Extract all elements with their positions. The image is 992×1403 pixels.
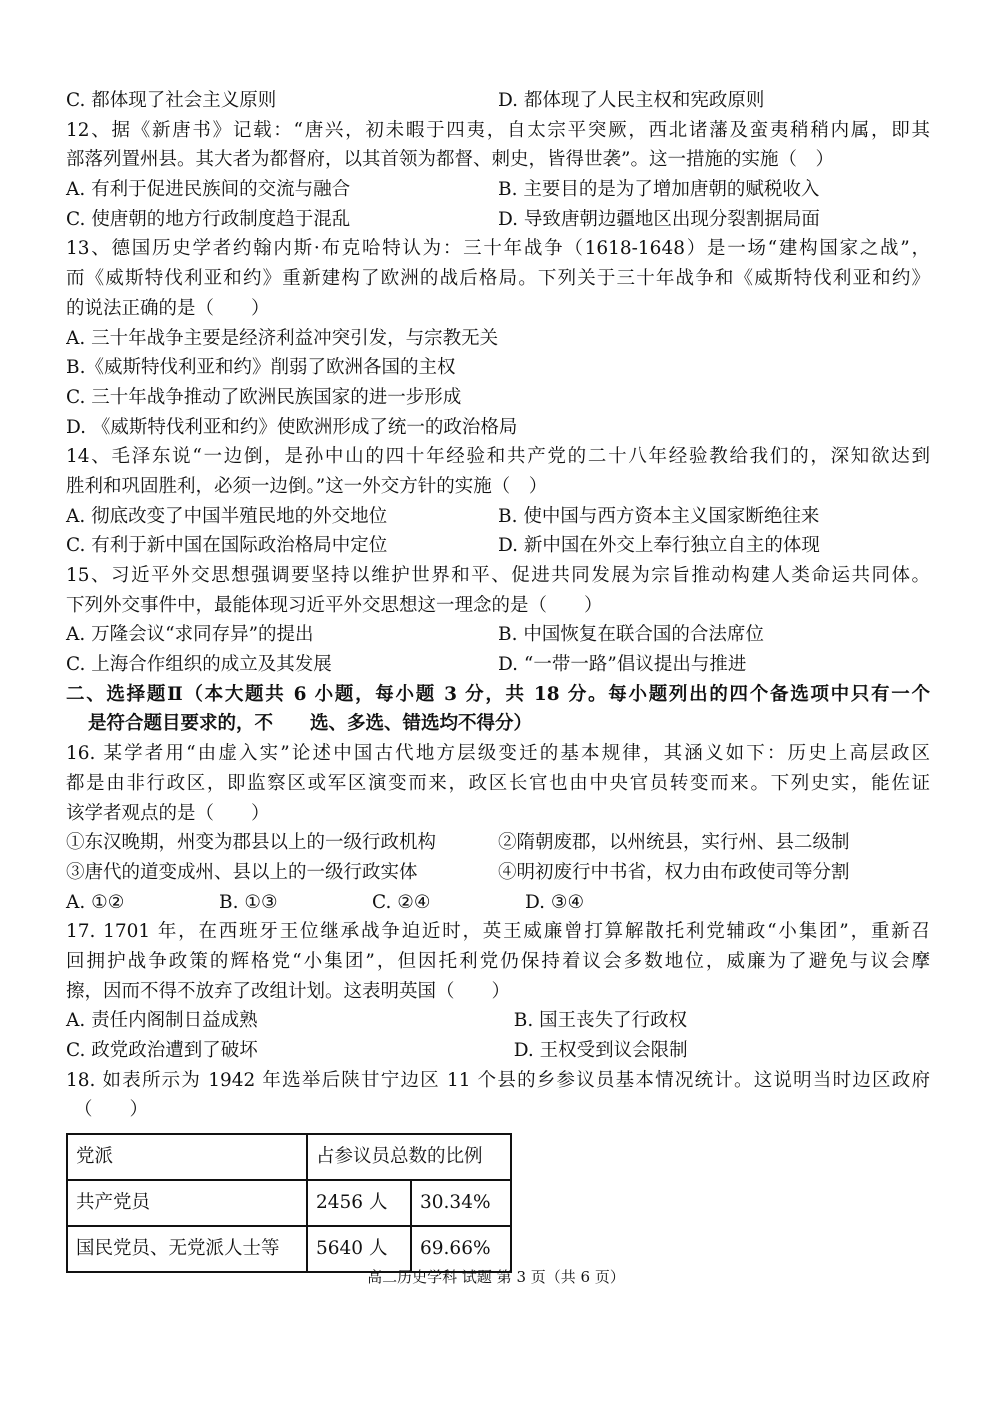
table-cell: 共产党员	[67, 1180, 307, 1226]
q14-stem-line: 胜利和巩固胜利，必须一边倒。”这一外交方针的实施（ ）	[66, 475, 548, 497]
q13-option-d: D. 《威斯特伐利亚和约》使欧洲形成了统一的政治格局	[66, 416, 518, 438]
q14-options-row	[66, 531, 930, 561]
q16-statements-row	[66, 858, 930, 888]
q13-option-a: A. 三十年战争主要是经济利益冲突引发，与宗教无关	[66, 327, 499, 349]
q16-stem-line: 16. 某学者用“由虚入实”论述中国古代地方层级变迁的基本规律，其涵义如下：历史上高层政区	[66, 743, 930, 765]
table-cell: 69.66%	[411, 1226, 511, 1272]
table-header-cell: 占参议员总数的比例	[307, 1134, 511, 1180]
q16-stem-line: 该学者观点的是（ ）	[66, 802, 270, 824]
q15-option-c: C. 上海合作组织的成立及其发展	[66, 654, 332, 676]
q13-stem-line: 13、德国历史学者约翰内斯·布克哈特认为：三十年战争（1618-1648）是一场“建构国家之战”，	[66, 238, 930, 260]
q14-option-d: D. 新中国在外交上奉行独立自主的体现	[498, 535, 820, 557]
q13-option-b: B.《威斯特伐利亚和约》削弱了欧洲各国的主权	[66, 357, 456, 379]
q16-option-d: D. ③④	[525, 891, 585, 913]
question-18	[66, 1066, 930, 1273]
q16-statement-2: ②隋朝废郡，以州统县，实行州、县二级制	[498, 832, 850, 854]
q18-table	[66, 1133, 512, 1273]
question-12	[66, 116, 930, 235]
exam-page	[66, 86, 930, 1273]
q16-stem-line: 都是由非行政区，即监察区或军区演变而来，政区长官也由中央官员转变而来。下列史实，能佐证	[66, 772, 930, 794]
q15-option-b: B. 中国恢复在联合国的合法席位	[498, 624, 764, 646]
q16-statement-4: ④明初废行中书省，权力由布政使司等分割	[498, 861, 850, 883]
q17-option-a: A. 责任内阁制日益成熟	[66, 1010, 258, 1032]
section-2-heading-line: 二、选择题Ⅱ（本大题共 6 小题，每小题 3 分，共 18 分。每小题列出的四个备选项中只有一个	[66, 683, 930, 705]
q12-option-b: B. 主要目的是为了增加唐朝的赋税收入	[498, 179, 820, 201]
q15-stem-line: 15、习近平外交思想强调要坚持以维护世界和平、促进共同发展为宗旨推动构建人类命运共同体。	[66, 565, 930, 586]
table-header-cell: 党派	[67, 1134, 307, 1180]
q14-option-b: B. 使中国与西方资本主义国家断绝往来	[498, 505, 820, 527]
q15-stem-line: 下列外交事件中，最能体现习近平外交思想这一理念的是（ ）	[66, 594, 603, 616]
table-header-row	[67, 1134, 511, 1180]
q14-option-a: A. 彻底改变了中国半殖民地的外交地位	[66, 505, 388, 527]
question-17	[66, 917, 930, 1065]
table-cell: 国民党员、无党派人士等	[67, 1226, 307, 1272]
q16-options-row	[66, 888, 930, 918]
question-16	[66, 739, 930, 917]
q17-stem-line: 17. 1701 年，在西班牙王位继承战争迫近时，英王威廉曾打算解散托利党辅政“小集团”，重新召	[66, 921, 930, 943]
table-row	[67, 1180, 511, 1226]
question-13	[66, 234, 930, 442]
q17-options-row	[66, 1036, 930, 1066]
q15-option-d: D. “一带一路”倡议提出与推进	[498, 654, 747, 676]
table-cell: 30.34%	[411, 1180, 511, 1226]
section-2-heading	[66, 680, 930, 739]
q16-option-c: C. ②④	[372, 891, 431, 913]
q14-options-row	[66, 502, 930, 532]
q13-stem-line: 的说法正确的是（ ）	[66, 297, 270, 319]
q15-options-row	[66, 620, 930, 650]
q15-options-row	[66, 650, 930, 680]
question-14	[66, 442, 930, 561]
q12-option-d: D. 导致唐朝边疆地区出现分裂割据局面	[498, 208, 820, 230]
q12-stem-line: 12、据《新唐书》记载：“唐兴，初未暇于四夷，自太宗平突厥，西北诸藩及蛮夷稍稍内属，即其	[66, 119, 930, 141]
q14-option-c: C. 有利于新中国在国际政治格局中定位	[66, 535, 388, 557]
q17-option-b: B. 国王丧失了行政权	[513, 1010, 688, 1032]
q17-stem-line: 回拥护战争政策的辉格党“小集团”，但因托利党仍保持着议会多数地位，威廉为了避免与议会摩	[66, 950, 930, 972]
q13-option-c: C. 三十年战争推动了欧洲民族国家的进一步形成	[66, 386, 462, 408]
q15-option-a: A. 万隆会议“求同存异”的提出	[66, 624, 314, 646]
q17-option-c: C. 政党政治遭到了破坏	[66, 1040, 258, 1061]
table-cell: 2456 人	[307, 1180, 411, 1226]
section-2-heading-line: 是符合题目要求的，不 选、多选、错选均不得分）	[88, 713, 533, 735]
q16-option-a: A. ①②	[66, 891, 125, 913]
q16-statement-3: ③唐代的道变成州、县以上的一级行政实体	[66, 861, 418, 883]
q11-options-row	[66, 86, 930, 116]
q16-statement-1: ①东汉晚期，州变为郡县以上的一级行政机构	[66, 832, 437, 854]
q11-option-d: D. 都体现了人民主权和宪政原则	[498, 90, 765, 111]
q16-option-b: B. ①③	[219, 891, 278, 913]
q17-option-d: D. 王权受到议会限制	[513, 1040, 688, 1061]
q11-option-c: C. 都体现了社会主义原则	[66, 90, 277, 111]
q13-stem-line: 而《威斯特伐利亚和约》重新建构了欧洲的战后格局。下列关于三十年战争和《威斯特伐利亚和约》	[66, 268, 930, 290]
q16-statements-row	[66, 828, 930, 858]
q18-stem-line: 18. 如表所示为 1942 年选举后陕甘宁边区 11 个县的乡参议员基本情况统计。这说明当时边区政府	[66, 1069, 930, 1091]
table-cell: 5640 人	[307, 1226, 411, 1272]
q17-stem-line: 擦，因而不得不放弃了改组计划。这表明英国（ ）	[66, 980, 511, 1002]
q18-stem-line: （ ）	[74, 1099, 149, 1121]
page-footer: 高二历史学科 试题 第 3 页（共 6 页）	[367, 1268, 625, 1286]
q12-options-row	[66, 175, 930, 205]
q12-stem-line: 部落列置州县。其大者为都督府，以其首领为都督、刺史，皆得世袭”。这一措施的实施（ ）	[66, 149, 834, 171]
table-row	[67, 1226, 511, 1272]
q17-options-row	[66, 1006, 930, 1036]
q12-option-a: A. 有利于促进民族间的交流与融合	[66, 179, 351, 201]
q14-stem-line: 14、毛泽东说“一边倒，是孙中山的四十年经验和共产党的二十八年经验教给我们的，深知欲达到	[66, 446, 930, 468]
q12-options-row	[66, 205, 930, 235]
q12-option-c: C. 使唐朝的地方行政制度趋于混乱	[66, 208, 351, 230]
question-15	[66, 561, 930, 680]
